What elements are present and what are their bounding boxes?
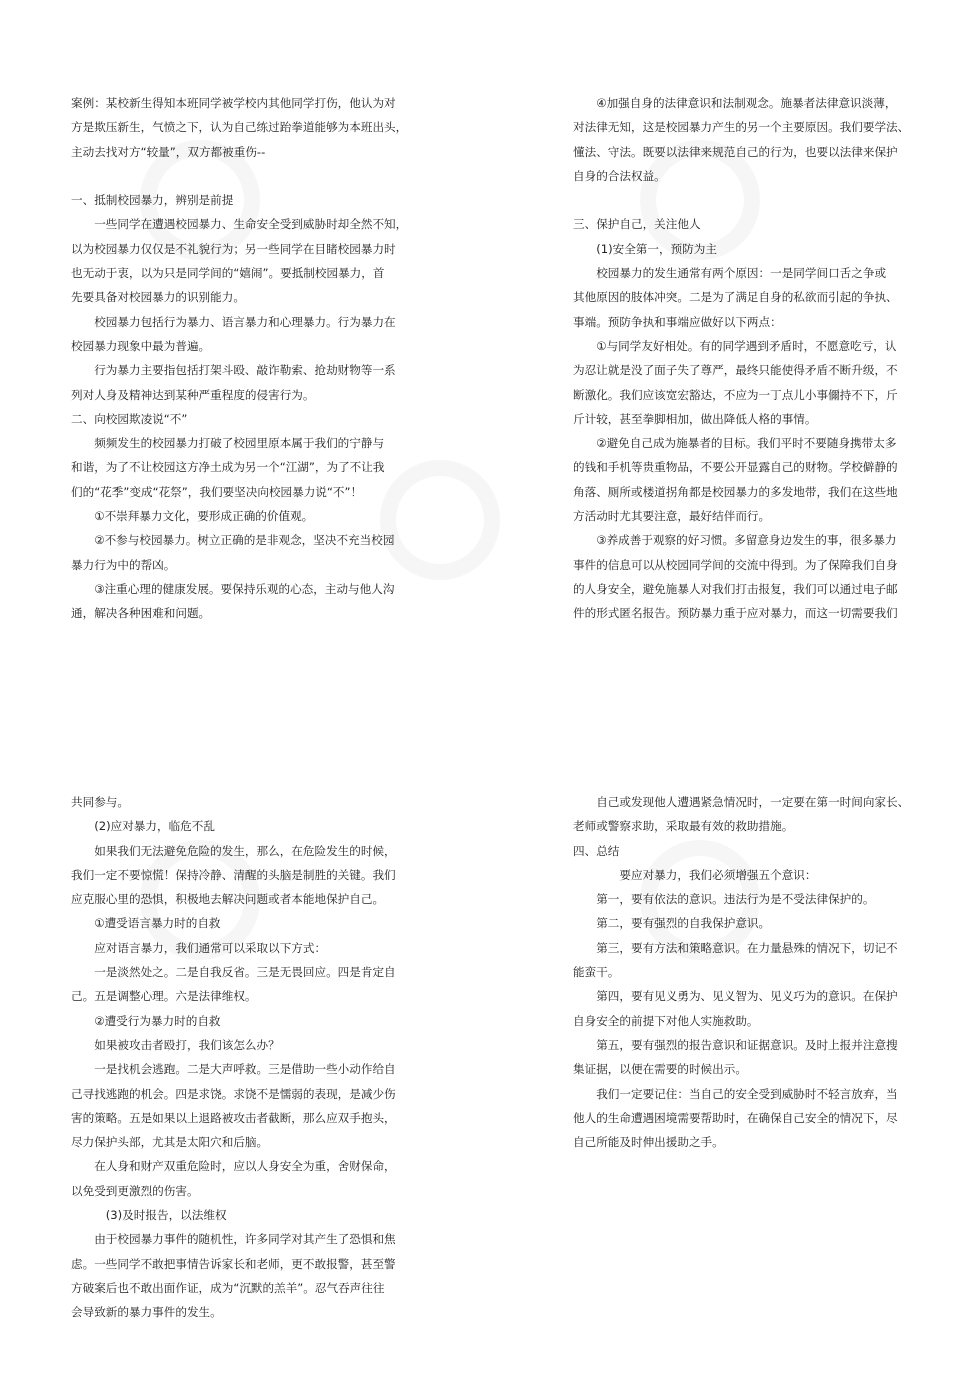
text-line: 第四，要有见义勇为、见义智为、见义巧为的意识。在保护 <box>573 989 898 1004</box>
text-line: 共同参与。 <box>71 795 129 809</box>
text-line: 一、抵制校园暴力，辨别是前提 <box>71 193 234 208</box>
text-line: 由于校园暴力事件的随机性，许多同学对其产生了恐惧和焦 <box>71 1232 396 1247</box>
text-line: 自己或发现他人遭遇紧急情况时，一定要在第一时间向家长、 <box>573 795 910 809</box>
text-line: 自身安全的前提下对他人实施救助。 <box>573 1013 759 1028</box>
text-line: 角落、厕所或楼道拐角都是校园暴力的多发地带，我们在这些地 <box>573 484 898 499</box>
text-line: ③养成善于观察的好习惯。多留意身边发生的事，很多暴力 <box>573 533 897 548</box>
page-column-2 <box>573 91 913 626</box>
text-line: (1)安全第一，预防为主 <box>573 241 717 256</box>
text-line: 自己所能及时伸出援助之手。 <box>573 1135 724 1150</box>
text-line: 暴力行为中的帮凶。 <box>71 557 176 572</box>
text-line: 校园暴力现象中最为普遍。 <box>71 338 211 353</box>
text-line: ②不参与校园暴力。树立正确的是非观念，坚决不充当校园 <box>71 533 395 548</box>
text-line: 其他原因的肢体冲突。二是为了满足自身的私欲而引起的争执、 <box>573 290 898 305</box>
text-line: 要应对暴力，我们必须增强五个意识： <box>573 867 817 882</box>
text-line: ②遭受行为暴力时的自救 <box>71 1013 221 1028</box>
text-line: 事件的信息可以从校园同学间的交流中得到。为了保障我们自身 <box>573 557 898 572</box>
text-line: 一是淡然处之。二是自我反省。三是无畏回应。四是肯定自 <box>71 965 396 980</box>
text-line: 如果我们无法避免危险的发生，那么，在危险发生的时候， <box>71 843 396 858</box>
text-line: 的钱和手机等贵重物品，不要公开显露自己的财物。学校僻静的 <box>573 460 898 475</box>
text-line: 第五，要有强烈的报告意识和证据意识。及时上报并注意搜 <box>573 1037 898 1052</box>
text-line: 先要具备对校园暴力的识别能力。 <box>71 290 245 305</box>
text-line: 能蛮干。 <box>573 965 620 980</box>
text-line: 和谐，为了不让校园这方净土成为另一个“江湖”，为了不让我 <box>71 460 385 475</box>
text-line: 如果被攻击者殴打，我们该怎么办？ <box>71 1037 280 1052</box>
text-line: 他人的生命遭遇困境需要帮助时，在确保自己安全的情况下，尽 <box>573 1110 898 1125</box>
text-line: 列对人身及精神达到某种严重程度的侵害行为。 <box>71 387 315 402</box>
text-line: 频频发生的校园暴力打破了校园里原本属于我们的宁静与 <box>71 436 385 451</box>
text-line <box>573 188 913 212</box>
text-line: 集证据，以便在需要的时候出示。 <box>573 1062 747 1077</box>
page-column-1 <box>71 91 411 626</box>
text-line: 懂法、守法。既要以法律来规范自己的行为，也要以法律来保护 <box>573 144 898 159</box>
text-line: 以免受到更激烈的伤害。 <box>71 1183 199 1198</box>
text-line: 己寻找逃跑的机会。四是求饶。求饶不是懦弱的表现，是减少伤 <box>71 1086 396 1101</box>
text-line: 案例：某校新生得知本班同学被学校内其他同学打伤，他认为对 <box>71 96 396 110</box>
text-line: 方活动时尤其要注意，最好结伴而行。 <box>573 509 771 524</box>
text-line: 我们一定不要惊慌！保持冷静、清醒的头脑是制胜的关键。我们 <box>71 867 396 882</box>
text-line: 四、总结 <box>573 843 620 858</box>
text-line: ③注重心理的健康发展。要保持乐观的心态，主动与他人沟 <box>71 581 395 596</box>
text-line: 我们一定要记住：当自己的安全受到威胁时不轻言放弃，当 <box>573 1086 898 1101</box>
text-line: ①遭受语言暴力时的自救 <box>71 916 221 931</box>
text-line: 以为校园暴力仅仅是不礼貌行为；另一些同学在目睹校园暴力时 <box>71 241 396 256</box>
text-line: ①不崇拜暴力文化，要形成正确的价值观。 <box>71 509 314 524</box>
text-line: 三、保护自己，关注他人 <box>573 217 701 232</box>
text-line: 方破案后也不敢出面作证，成为“沉默的羔羊”。忍气吞声往往 <box>71 1280 385 1295</box>
text-line: 自身的合法权益。 <box>573 168 666 183</box>
text-line: 一些同学在遭遇校园暴力、生命安全受到威胁时却全然不知， <box>71 217 408 232</box>
text-line: 为忍让就是没了面子失了尊严，最终只能使得矛盾不断升级，不 <box>573 363 898 378</box>
text-line: 第三，要有方法和策略意识。在力量悬殊的情况下，切记不 <box>573 940 898 955</box>
text-line: 们的“花季”变成“花祭”，我们要坚决向校园暴力说“不”！ <box>71 484 363 499</box>
text-line: 也无动于衷，以为只是同学间的“嬉闹”。要抵制校园暴力，首 <box>71 266 385 281</box>
text-line: 通，解决各种困难和问题。 <box>71 606 211 621</box>
text-line: 会导致新的暴力事件的发生。 <box>71 1305 222 1320</box>
text-line: 对法律无知，这是校园暴力产生的另一个主要原因。我们要学法、 <box>573 120 910 135</box>
text-line: 尽力保护头部，尤其是太阳穴和后脑。 <box>71 1135 269 1150</box>
text-line: 的人身安全，避免施暴人对我们打击报复，我们可以通过电子邮 <box>573 581 898 596</box>
text-line: 害的策略。五是如果以上退路被攻击者截断，那么应双手抱头， <box>71 1110 396 1125</box>
text-line: 事端。预防争执和事端应做好以下两点： <box>573 314 782 329</box>
text-line: 二、向校园欺凌说“不” <box>71 411 188 426</box>
text-line: 老师或警察求助，采取最有效的救助措施。 <box>573 819 794 834</box>
page-column-3 <box>71 790 411 1325</box>
text-line: ①与同学友好相处。有的同学遇到矛盾时，不愿意吃亏，认 <box>573 338 897 353</box>
text-line: 行为暴力主要指包括打架斗殴、敲诈勒索、抢劫财物等一系 <box>71 363 396 378</box>
text-line: 己。五是调整心理。六是法律维权。 <box>71 989 257 1004</box>
text-line: 断激化。我们应该宽宏豁达，不应为一丁点儿小事儞持不下，斤 <box>573 387 898 402</box>
text-line: ④加强自身的法律意识和法制观念。施暴者法律意识淡薄， <box>573 96 897 110</box>
text-line: 第一，要有依法的意识。违法行为是不受法律保护的。 <box>573 892 875 907</box>
text-line: ②避免自己成为施暴者的目标。我们平时不要随身携带太多 <box>573 436 897 451</box>
text-line <box>71 164 411 188</box>
text-line: 斤计较，甚至拳脚相加，做出降低人格的事情。 <box>573 411 817 426</box>
text-line: 校园暴力的发生通常有两个原因：一是同学间口舌之争或 <box>573 266 887 281</box>
text-line: 在人身和财产双重危险时，应以人身安全为重，舍财保命， <box>71 1159 396 1174</box>
text-line: 虑。一些同学不敢把事情告诉家长和老师，更不敢报警，甚至警 <box>71 1256 396 1271</box>
text-line: 一是找机会逃跑。二是大声呼救。三是借助一些小动作给自 <box>71 1062 396 1077</box>
text-line: 主动去找对方“较量”，双方都被重伤-- <box>71 144 266 159</box>
text-line: 件的形式匿名报告。预防暴力重于应对暴力，而这一切需要我们 <box>573 606 898 621</box>
text-line: 应对语言暴力，我们通常可以采取以下方式： <box>71 940 327 955</box>
text-line: (3)及时报告，以法维权 <box>71 1208 227 1223</box>
page-column-4 <box>573 790 913 1154</box>
text-line: 校园暴力包括行为暴力、语言暴力和心理暴力。行为暴力在 <box>71 314 396 329</box>
text-line: 应克服心里的恐惧，积极地去解决问题或者本能地保护自己。 <box>71 892 385 907</box>
text-line: 方是欺压新生，气愤之下，认为自己练过跆拳道能够为本班出头， <box>71 120 408 135</box>
text-line: 第二，要有强烈的自我保护意识。 <box>573 916 771 931</box>
text-line: (2)应对暴力，临危不乱 <box>71 819 215 834</box>
